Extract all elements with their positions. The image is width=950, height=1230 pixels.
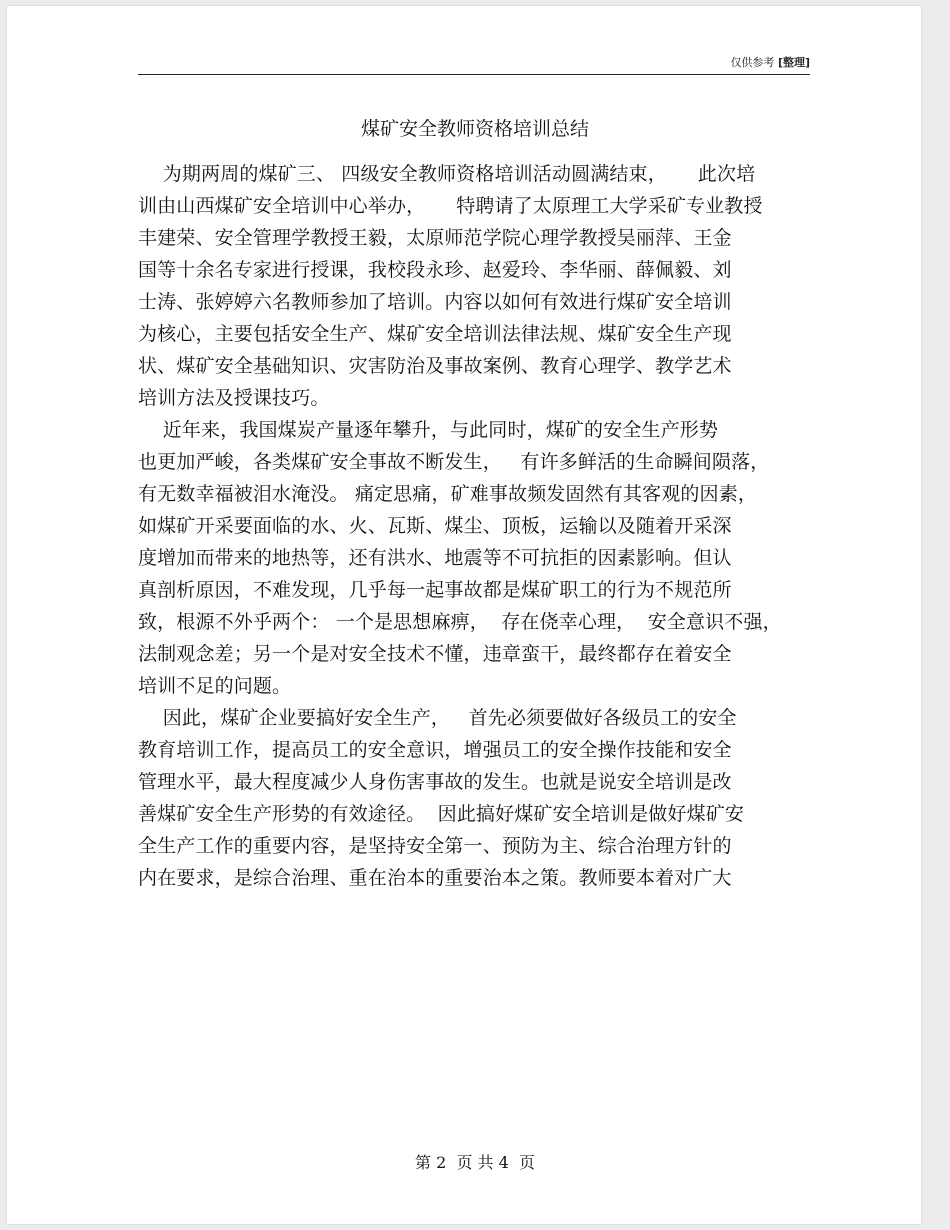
page-header	[138, 54, 810, 75]
text-line: 如煤矿开采要面临的水、火、瓦斯、煤尘、顶板，运输以及随着开采深	[138, 515, 732, 537]
text-line: 有无数幸福被泪水淹没。 痛定思痛，矿难事故频发固然有其客观的因素，	[138, 483, 757, 505]
header-note-text: 仅供参考	[730, 56, 775, 69]
text-line: 全生产工作的重要内容，是坚持安全第一、预防为主、综合治理方针的	[138, 835, 732, 857]
page-number-footer: 第 2 页 共 4 页	[415, 1153, 535, 1172]
text-line: 善煤矿安全生产形势的有效途径。 因此搞好煤矿安全培训是做好煤矿安	[138, 803, 745, 825]
text-line: 教育培训工作，提高员工的安全意识，增强员工的安全操作技能和安全	[138, 739, 732, 761]
header-reference-note	[730, 56, 810, 70]
text-line: 状、煤矿安全基础知识、灾害防治及事故案例、教育心理学、教学艺术	[138, 355, 732, 377]
text-line: 为核心，主要包括安全生产、煤矿安全培训法律法规、煤矿安全生产现	[138, 323, 732, 345]
document-title: 煤矿安全教师资格培训总结	[360, 118, 589, 140]
text-line: 国等十余名专家进行授课，我校段永珍、赵爱玲、李华丽、薛佩毅、刘	[138, 259, 732, 281]
text-line: 法制观念差；另一个是对安全技术不懂，违章蛮干，最终都存在着安全	[138, 643, 732, 665]
document-body	[138, 158, 818, 894]
text-line: 培训不足的问题。	[138, 675, 292, 697]
text-line: 丰建荣、安全管理学教授王毅，太原师范学院心理学教授吴丽萍、王金	[138, 227, 732, 249]
text-line: 管理水平，最大程度减少人身伤害事故的发生。也就是说安全培训是改	[138, 771, 732, 793]
header-tag: [整理]	[777, 56, 810, 69]
text-line: 内在要求，是综合治理、重在治本的重要治本之策。教师要本着对广大	[138, 867, 732, 889]
text-line: 致，根源不外乎两个： 一个是思想麻痹， 存在侥幸心理， 安全意识不强，	[138, 611, 782, 633]
text-line: 因此，煤矿企业要搞好安全生产， 首先必须要做好各级员工的安全	[138, 707, 737, 729]
text-line: 真剖析原因，不难发现，几乎每一起事故都是煤矿职工的行为不规范所	[138, 579, 732, 601]
text-line: 训由山西煤矿安全培训中心举办， 特聘请了太原理工大学采矿专业教授	[138, 195, 763, 217]
text-line: 也更加严峻，各类煤矿安全事故不断发生， 有许多鲜活的生命瞬间陨落，	[138, 451, 770, 473]
text-line: 为期两周的煤矿三、 四级安全教师资格培训活动圆满结束， 此次培	[138, 163, 756, 185]
text-line: 度增加而带来的地热等，还有洪水、地震等不可抗拒的因素影响。但认	[138, 547, 732, 569]
text-line: 培训方法及授课技巧。	[138, 387, 330, 409]
text-line: 近年来，我国煤炭产量逐年攀升，与此同时，煤矿的安全生产形势	[138, 419, 719, 441]
text-line: 士涛、张婷婷六名教师参加了培训。内容以如何有效进行煤矿安全培训	[138, 291, 732, 313]
